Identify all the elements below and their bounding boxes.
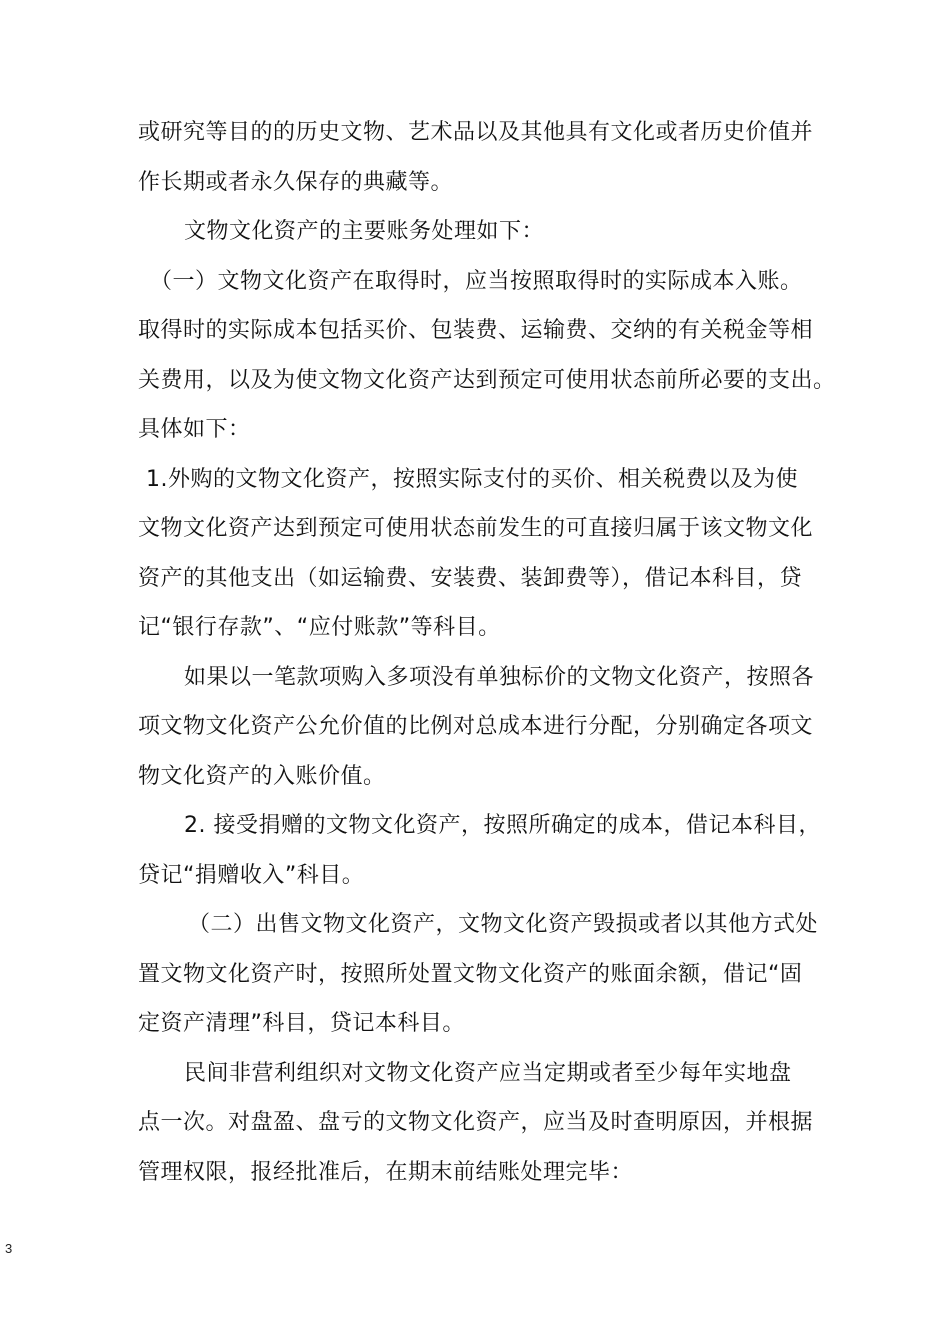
text-line: 关费用，以及为使文物文化资产达到预定可使用状态前所必要的支出。 (138, 367, 836, 393)
text-line: 置文物文化资产时，按照所处置文物文化资产的账面余额，借记“固 (138, 961, 803, 987)
text-line: 取得时的实际成本包括买价、包装费、运输费、交纳的有关税金等相 (138, 318, 814, 343)
text-line: 或研究等目的的历史文物、艺术品以及其他具有文化或者历史价值并 (138, 120, 814, 145)
page-number: 3 (5, 1241, 13, 1256)
text-line: 2. 接受捐赠的文物文化资产，按照所确定的成本，借记本科目， (184, 813, 821, 838)
text-line: 文物文化资产达到预定可使用状态前发生的可直接归属于该文物文化 (138, 516, 814, 541)
text-line: 具体如下： (138, 417, 251, 442)
text-line: 项文物文化资产公允价值的比例对总成本进行分配，分别确定各项文 (138, 714, 814, 739)
text-line: 记“银行存款”、“应付账款”等科目。 (138, 615, 501, 640)
text-line: 管理权限，报经批准后，在期末前结账处理完毕： (138, 1159, 634, 1185)
text-line: 物文化资产的入账价值。 (138, 763, 386, 789)
text-line: 资产的其他支出（如运输费、安装费、装卸费等），借记本科目，贷 (138, 565, 803, 591)
text-line: 民间非营利组织对文物文化资产应当定期或者至少每年实地盘 (184, 1060, 792, 1086)
text-line: 点一次。对盘盈、盘亏的文物文化资产，应当及时查明原因，并根据 (138, 1110, 814, 1135)
text-line: 作长期或者永久保存的典藏等。 (138, 169, 454, 195)
text-line: 如果以一笔款项购入多项没有单独标价的文物文化资产，按照各 (184, 664, 815, 690)
text-line: 贷记“捐赠收入”科目。 (138, 862, 365, 888)
text-line: 1.外购的文物文化资产，按照实际支付的买价、相关税费以及为使 (146, 466, 798, 492)
text-line: （一）文物文化资产在取得时，应当按照取得时的实际成本入账。 (150, 268, 803, 294)
text-line: 定资产清理”科目，贷记本科目。 (138, 1011, 465, 1036)
text-line: （二）出售文物文化资产，文物文化资产毁损或者以其他方式处 (188, 912, 819, 937)
text-line: 文物文化资产的主要账务处理如下： (184, 219, 545, 244)
document-body (138, 108, 836, 1197)
